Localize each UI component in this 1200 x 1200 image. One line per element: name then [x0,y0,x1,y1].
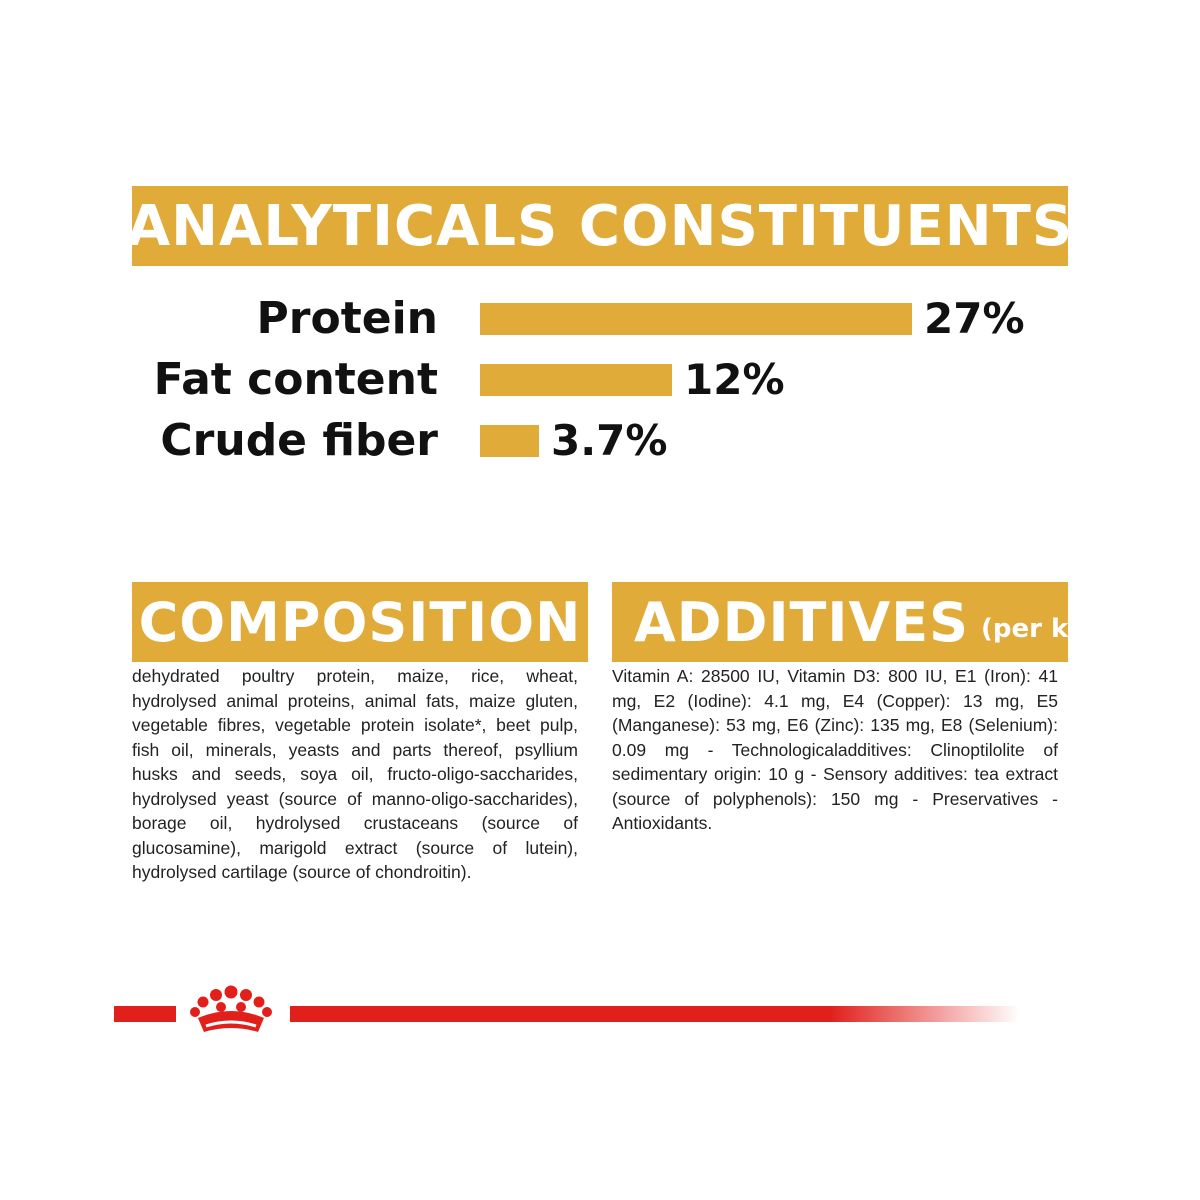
footer-red-line-left [114,1006,176,1022]
fat-content-label: Fat content [153,354,438,405]
composition-text: dehydrated poultry protein, maize, rice, wheat, hydrolysed animal proteins, animal fats, maize gluten, vegetable fibres, vegetable protein isolate*, beet pulp, fish oil, minerals, yeasts and parts thereof, psyllium husks and seeds, soya oil, fructo-oligo-saccharides, hydrolysed yeast (source of manno-oligo-saccharides), borage oil, hydrolysed crustaceans (source of glucosamine), marigold extract (source of lutein), hydrolysed cartilage (source of chondroitin). [132,666,578,882]
crude-fiber-value: 3.7% [551,416,668,465]
fat-content-value: 12% [684,355,785,404]
crude-fiber-bar [480,425,539,457]
additives-title: ADDITIVES [634,590,970,654]
additives-title-bar [612,582,1099,662]
protein-bar [480,303,912,335]
additives-title-suffix: (per kg) [981,614,1099,644]
crown-icon [176,982,286,1042]
additives-text: Vitamin A: 28500 IU, Vitamin D3: 800 IU, E1 (Iron): 41 mg, E2 (Iodine): 4.1 mg, E4 (Copper): 13 mg, E5 (Manganese): 53 mg, E6 (Zinc): 135 mg, E8 (Selenium): 0.09 mg - Technologicaladditives: Clinoptilolite of sedimentary origin: 10 g - Sensory additives: tea extract (source of polyphenols): 150 mg - Preservatives - Antioxidants. [612,666,1058,833]
crude-fiber-label: Crude fiber [160,415,438,466]
protein-value: 27% [924,294,1025,343]
analyticals-title: ANALYTICALS CONSTITUENTS [132,186,1068,266]
protein-label: Protein [256,293,438,344]
composition-title: COMPOSITION [132,582,588,662]
fat-content-bar [480,364,672,396]
footer-red-line-right [290,1006,1020,1022]
